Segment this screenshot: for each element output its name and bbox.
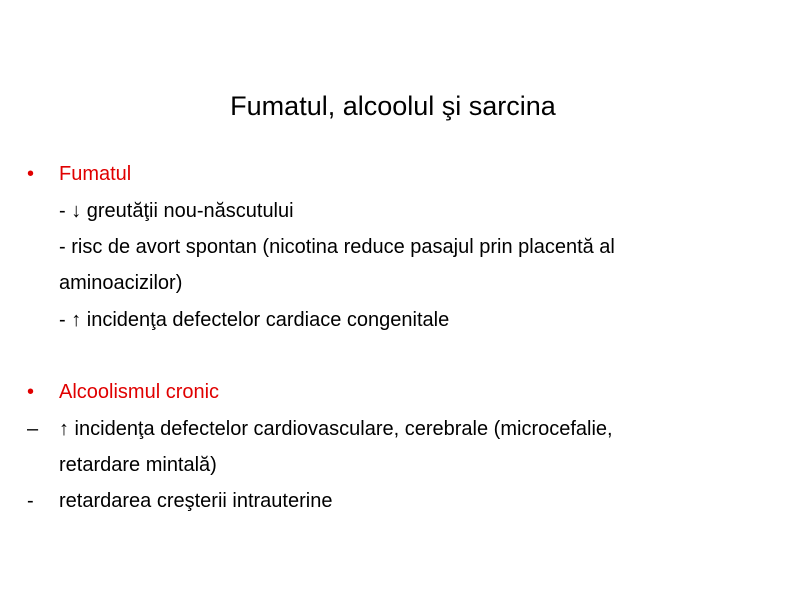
alcool-item-1-line-2: retardare mintală) — [59, 454, 217, 476]
dash-marker: - — [27, 490, 34, 512]
fumatul-line-3: aminoacizilor) — [59, 272, 183, 294]
dash-marker: – — [27, 418, 39, 440]
slide-title: Fumatul, alcoolul şi sarcina — [230, 91, 556, 121]
fumatul-line-1: - ↓ greutăţii nou-născutului — [59, 200, 294, 222]
alcool-item-1-line-1: ↑ incidenţa defectelor cardiovasculare, cerebrale (microcefalie, — [59, 418, 613, 440]
bullet-marker: • — [27, 381, 35, 403]
fumatul-line-2: - risc de avort spontan (nicotina reduce pasajul prin placentă al — [59, 236, 615, 258]
fumatul-line-4: - ↑ incidenţa defectelor cardiace congenitale — [59, 309, 450, 331]
bullet-marker: • — [27, 163, 35, 185]
alcool-item-2: retardarea creşterii intrauterine — [59, 490, 333, 512]
section-heading-fumatul: Fumatul — [59, 163, 132, 185]
section-heading-alcool: Alcoolismul cronic — [59, 381, 220, 403]
